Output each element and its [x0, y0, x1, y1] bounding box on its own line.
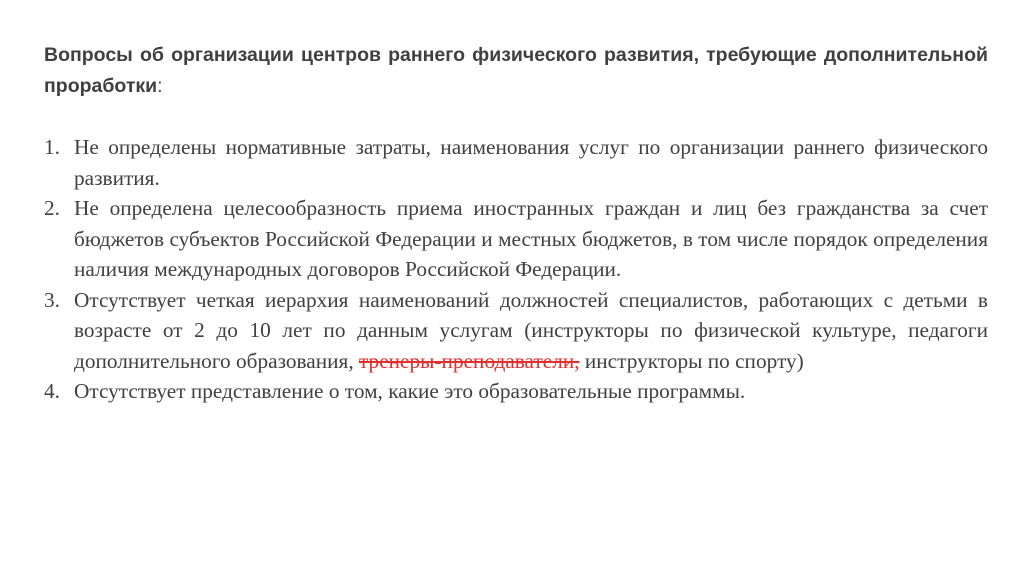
list-item-text: Отсутствует представление о том, какие это образовательные программы. — [74, 379, 746, 403]
list-item-text-continued: инструкторы по спорту) — [579, 348, 804, 373]
list-item-text: Отсутствует четкая иерархия наименований должностей специалистов, работающих с детьми в возрасте от 2 до 10 лет по данным услугам (инструкторы по физической культуре, педагоги дополнительного образования, — [74, 287, 988, 373]
list-item-number: 2. — [44, 196, 60, 220]
list-item — [44, 285, 988, 377]
list-item-number: 3. — [44, 287, 60, 312]
list-item-text: Не определена целесообразность приема иностранных граждан и лиц без гражданства за счет бюджетов субъектов Российской Федерации и местных бюджетов, в том числе порядок определения наличия международных договоров Российской Федерации. — [74, 196, 988, 281]
list-item — [44, 193, 988, 285]
list-item-number: 4. — [44, 379, 60, 403]
slide-heading — [44, 40, 988, 102]
issues-list — [44, 132, 988, 407]
list-item — [44, 132, 988, 193]
list-item — [44, 376, 988, 407]
heading-colon: : — [157, 75, 163, 97]
struck-through-text: тренеры-преподаватели, — [358, 348, 580, 373]
list-item-number: 1. — [44, 135, 60, 159]
list-item-text: Не определены нормативные затраты, наименования услуг по организации раннего физического развития. — [74, 135, 988, 190]
heading-text: Вопросы об организации центров раннего физического развития, требующие дополнительной проработки — [44, 44, 988, 97]
